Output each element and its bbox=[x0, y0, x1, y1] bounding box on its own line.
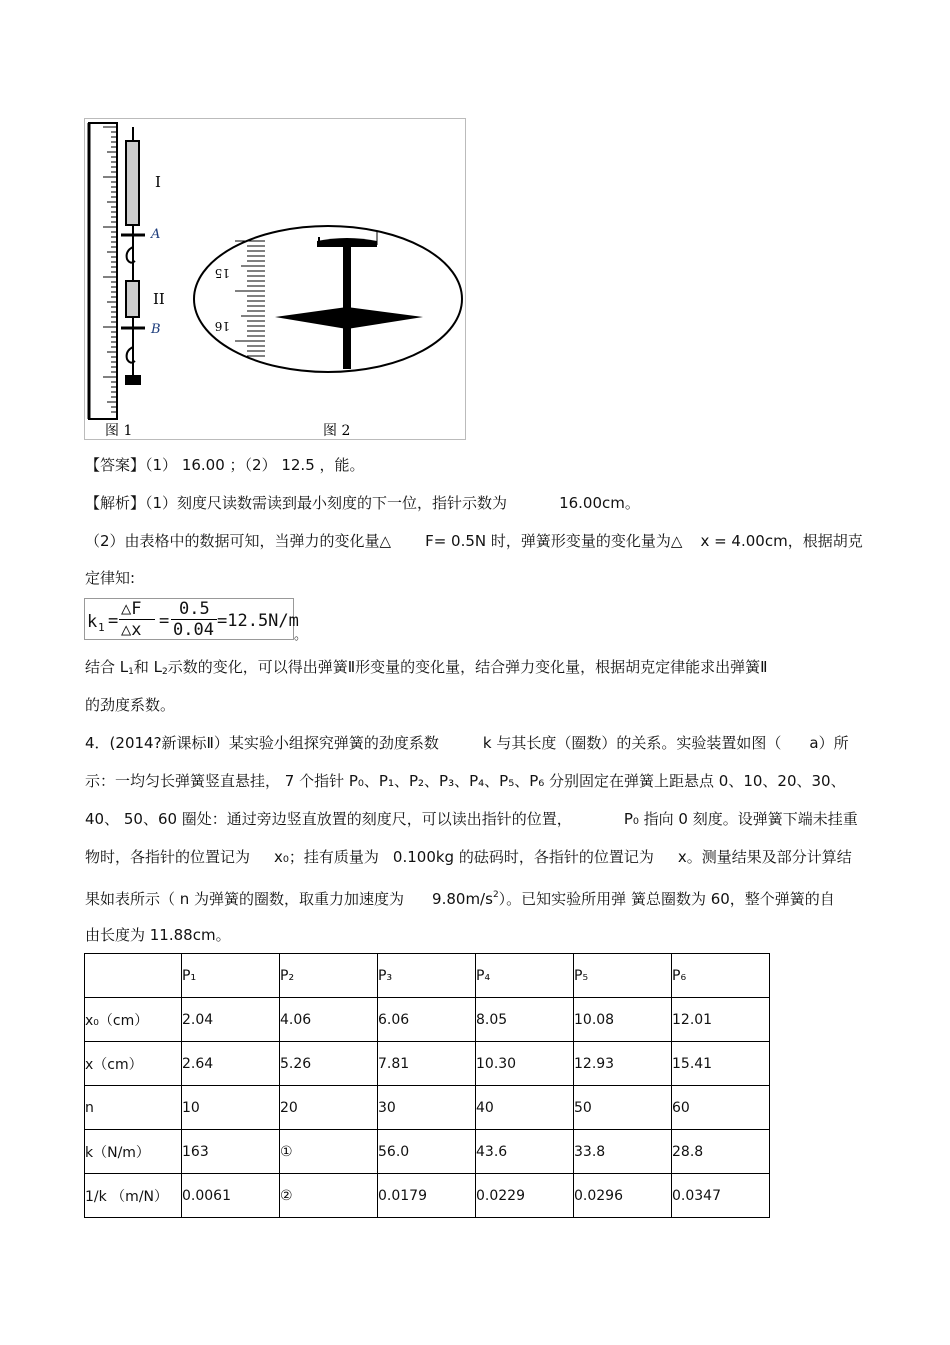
analysis-line-4: 结合 $L_1$和 $L_2$示数的变化，可以得出弹簧Ⅱ形变量的变化量，结合弹力变化量，根据胡克定律能求出弹簧Ⅱ bbox=[85, 658, 768, 677]
table-cell: 12.93 bbox=[574, 1042, 672, 1086]
figure-drawing bbox=[85, 119, 465, 439]
data-table bbox=[84, 953, 770, 1218]
table-cell: x（cm） bbox=[85, 1042, 182, 1086]
question-line-4: 物时，各指针的位置记为 x₀；挂有质量为 0.100kg 的砝码时，各指针的位置记为 x。测量结果及部分计算结 bbox=[85, 848, 852, 866]
analysis-line-5: 的劲度系数。 bbox=[85, 696, 176, 714]
table-cell: P₆ bbox=[672, 954, 770, 998]
table-cell: 43.6 bbox=[476, 1130, 574, 1174]
table-cell: 4.06 bbox=[280, 998, 378, 1042]
table-row bbox=[85, 1086, 770, 1130]
table-cell: P₄ bbox=[476, 954, 574, 998]
table-cell: x₀（cm） bbox=[85, 998, 182, 1042]
table-cell: 7.81 bbox=[378, 1042, 476, 1086]
table-header-row bbox=[85, 954, 770, 998]
spring-I bbox=[126, 141, 139, 225]
table-cell: 10.30 bbox=[476, 1042, 574, 1086]
table-cell: 0.0229 bbox=[476, 1174, 574, 1218]
table-cell: 12.01 bbox=[672, 998, 770, 1042]
answer-line bbox=[85, 455, 365, 475]
spring-II bbox=[126, 281, 139, 317]
table-cell bbox=[85, 954, 182, 998]
table-cell: 20 bbox=[280, 1086, 378, 1130]
table-cell: 0.0061 bbox=[182, 1174, 280, 1218]
table-cell: P₂ bbox=[280, 954, 378, 998]
table-cell: P₅ bbox=[574, 954, 672, 998]
table-cell: 50 bbox=[574, 1086, 672, 1130]
label-B: B bbox=[151, 322, 161, 337]
hooke-formula: k 1 = △F △x = 0.5 0.04 =12.5N/m bbox=[84, 598, 294, 640]
table-row bbox=[85, 1130, 770, 1174]
table-cell: 1/k （m/N） bbox=[85, 1174, 182, 1218]
table-cell: 2.04 bbox=[182, 998, 280, 1042]
answer-tag: 【答案】 bbox=[85, 456, 146, 474]
label-I: I bbox=[155, 173, 161, 191]
table-cell: k（N/m） bbox=[85, 1130, 182, 1174]
table-cell: P₁ bbox=[182, 954, 280, 998]
magnifier-ellipse bbox=[194, 226, 462, 372]
weight bbox=[125, 375, 141, 385]
question-line-6: 由长度为 11.88cm。 bbox=[85, 926, 231, 944]
table-cell: 10.08 bbox=[574, 998, 672, 1042]
analysis-line-3: 定律知: bbox=[85, 569, 136, 587]
table-cell: 15.41 bbox=[672, 1042, 770, 1086]
table-cell: 0.0296 bbox=[574, 1174, 672, 1218]
table-cell: 0.0347 bbox=[672, 1174, 770, 1218]
table-cell: 56.0 bbox=[378, 1130, 476, 1174]
table-cell: n bbox=[85, 1086, 182, 1130]
experiment-figure bbox=[84, 118, 466, 440]
table-cell: 60 bbox=[672, 1086, 770, 1130]
pointer-stem bbox=[343, 241, 351, 369]
scale-label-15: 15 bbox=[214, 266, 230, 280]
question-line-3: 40、 50、60 圈处：通过旁边竖直放置的刻度尺，可以读出指针的位置， P₀ 指向 0 刻度。设弹簧下端未挂重 bbox=[85, 810, 858, 828]
scale-label-16: 16 bbox=[214, 319, 230, 333]
table-cell: 0.0179 bbox=[378, 1174, 476, 1218]
table-row bbox=[85, 1042, 770, 1086]
table-cell: 33.8 bbox=[574, 1130, 672, 1174]
analysis-line-2: （2）由表格中的数据可知，当弹力的变化量△ F= 0.5N 时，弹簧形变量的变化量为△ x = 4.00cm，根据胡克 bbox=[85, 532, 863, 550]
table-cell: 5.26 bbox=[280, 1042, 378, 1086]
table-cell: 8.05 bbox=[476, 998, 574, 1042]
table-cell: 2.64 bbox=[182, 1042, 280, 1086]
table-cell: 28.8 bbox=[672, 1130, 770, 1174]
answer-text: （1） 16.00 ；（2） 12.5 ，能。 bbox=[145, 456, 365, 474]
label-II: II bbox=[153, 290, 165, 308]
table-cell: ② bbox=[280, 1174, 378, 1218]
label-A: A bbox=[151, 227, 161, 242]
table-cell: 6.06 bbox=[378, 998, 476, 1042]
question-line-1: 4．(2014?新课标Ⅱ）某实验小组探究弹簧的劲度系数 k 与其长度（圈数）的关系。实验装置如图（ a）所 bbox=[85, 734, 849, 752]
fig1-caption: 图 1 bbox=[105, 423, 133, 439]
table-cell: ① bbox=[280, 1130, 378, 1174]
table-row bbox=[85, 998, 770, 1042]
table-cell: 10 bbox=[182, 1086, 280, 1130]
question-line-2: 示：一均匀长弹簧竖直悬挂， 7 个指针 P₀、P₁、P₂、P₃、P₄、P₅、P₆ 分别固定在弹簧上距悬点 0、10、20、30、 bbox=[85, 772, 846, 790]
analysis-tag: 【解析】 bbox=[85, 494, 146, 512]
table-cell: 163 bbox=[182, 1130, 280, 1174]
analysis-line-1: 【解析】（1）刻度尺读数需读到最小刻度的下一位，指针示数为 16.00cm。 bbox=[85, 494, 640, 512]
fig2-caption: 图 2 bbox=[323, 423, 351, 439]
table-row bbox=[85, 1174, 770, 1218]
table-cell: 40 bbox=[476, 1086, 574, 1130]
question-line-5: 果如表所示（ n 为弹簧的圈数，取重力加速度为 $9.80m/s^2$）。已知实验所用弹 簧总圈数为 60，整个弹簧的自 bbox=[85, 890, 835, 908]
table-cell: 30 bbox=[378, 1086, 476, 1130]
table-cell: P₃ bbox=[378, 954, 476, 998]
